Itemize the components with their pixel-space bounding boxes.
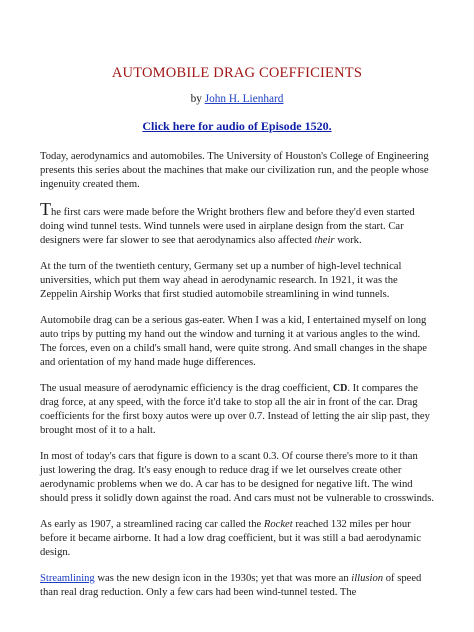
paragraph-drag-coefficient	[40, 382, 434, 438]
audio-link[interactable]: Click here for audio of Episode 1520.	[142, 119, 332, 133]
intro-paragraph: Today, aerodynamics and automobiles. The University of Houston's College of Engineering presents this series about the machines that make our civilization run, and the people whose ingenuity created them.	[40, 151, 429, 190]
paragraph-gas-eater: Automobile drag can be a serious gas-eater. When I was a kid, I entertained myself on long auto trips by putting my hand out the window and turning it at various angles to the wind. The forces, even on a child's small hand, were quite strong. And small changes in the shape and orientation of my hand made huge differences.	[40, 315, 428, 368]
paragraph-streamlining	[40, 572, 434, 600]
paragraph-text: reached 132 miles per hour before it became airborne. It had a low drag coefficient, but it was still a bad aerodynamic design.	[40, 519, 422, 558]
paragraph-text: was the new design icon in the 1930s; yet that was more an	[94, 573, 352, 584]
streamlining-link[interactable]: Streamlining	[40, 573, 95, 584]
byline-prefix: by	[190, 93, 205, 105]
cd-abbreviation: CD	[332, 383, 348, 394]
emphasis-text: illusion	[351, 573, 384, 584]
paragraph-rocket	[40, 518, 434, 560]
paragraph-first-cars	[40, 199, 434, 248]
page-title: AUTOMOBILE DRAG COEFFICIENTS	[111, 65, 363, 81]
paragraph-text: work.	[334, 235, 362, 246]
paragraph-todays-cars: In most of today's cars that figure is down to a scant 0.3. Of course there's more to it than just lowering the drag. It's easy enough to reduce drag if we let ourselves create other aerodynamic problems when we do. A car has to be designed for negative lift. The wind should press it solidly down against the road. And cars must not be vulnerable to crosswinds.	[40, 451, 434, 504]
paragraph-text: As early as 1907, a streamlined racing car called the	[40, 519, 264, 530]
byline	[40, 92, 434, 106]
emphasis-text: their	[314, 235, 335, 246]
paragraph-text: The usual measure of aerodynamic efficiency is the drag coefficient,	[40, 383, 333, 394]
paragraph-text: he first cars were made before the Wright brothers flew and before they'd even started doing wind tunnel tests. Wind tunnels were used in airplane design from the start. Car designers were far slower to see that aerodynamics also affected	[40, 207, 415, 246]
emphasis-text: Rocket	[263, 519, 293, 530]
paragraph-text: of speed than real drag reduction. Only a few cars had been wind-tunnel tested. The	[40, 573, 422, 598]
drop-cap-letter: T	[40, 199, 51, 219]
author-link[interactable]: John H. Lienhard	[204, 93, 284, 105]
paragraph-germany: At the turn of the twentieth century, Germany set up a number of high-level technical universities, which put them way ahead in aerodynamic research. In 1921, it was the Zeppelin Airship Works that first studied automobile streamlining in wind tunnels.	[40, 261, 402, 300]
audio-line	[40, 119, 434, 134]
paragraph-text: . It compares the drag force, at any speed, with the force it'd take to stop all the air in front of the car. Drag coefficients for the first boxy autos were up over 0.7. Instead of letting the air slip past, they brought most of it to a halt.	[40, 383, 430, 436]
